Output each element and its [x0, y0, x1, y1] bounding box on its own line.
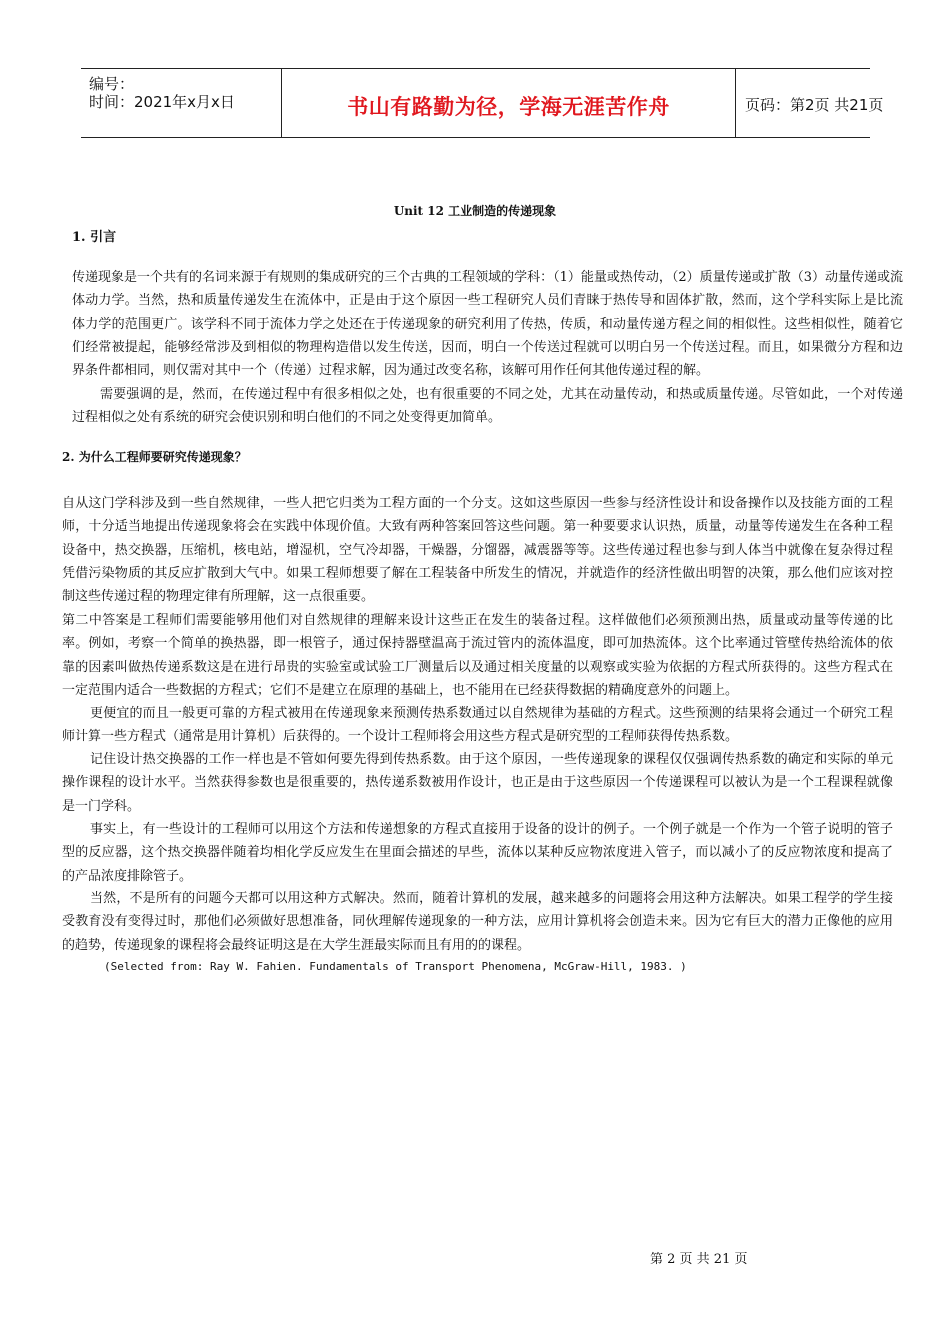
document-title: Unit 12 工业制造的传递现象: [393, 204, 557, 218]
header-info-cell: [81, 69, 282, 137]
date-label: 时间：2021年x月x日: [89, 93, 235, 111]
header-page-cell: [736, 69, 884, 137]
paragraph: 传递现象是一个共有的名词来源于有规则的集成研究的三个古典的工程领域的学科：（1）能量或热传动，（2）质量传递或扩散（3）动量传递或流体动力学。当然，热和质量传递发生在流体中，正是由于这个原因一些工程研究人员们青睐于热传导和固体扩散，然而，这个学科实际上是比流体力学的范围更广。该学科不同于流体力学之处还在于传递现象的研究利用了传热，传质，和动量传递方程之间的相似性。这些相似性，随着它们经常被提起，能够经常涉及到相似的物理构造借以发生传送，因而，明白一个传送过程就可以明白另一个传送过程。而且，如果微分方程和边界条件都相同，则仅需对其中一个（传递）过程求解，因为通过改变名称，该解可用作任何其他传递过程的解。: [72, 270, 903, 379]
source-citation: (Selected from: Ray W. Fahien. Fundamentals of Transport Phenomena, McGraw-Hill, 1983. ): [104, 960, 687, 973]
header-table: [81, 68, 884, 138]
paragraph: 当然，不是所有的问题今天都可以用这种方式解决。然而，随着计算机的发展，越来越多的问题将会用这种方法解决。如果工程学的学生接受教育没有变得过时，那他们必须做好思想准备，同伙理解传递现象的一种方法，应用计算机将会创造未来。因为它有巨大的潜力正像他的应用的趋势，传递现象的课程将会最终证明这是在大学生涯最实际而且有用的的课程。: [62, 891, 893, 953]
motto-text: 书山有路勤为径，学海无涯苦作舟: [347, 95, 670, 119]
paragraph: 需要强调的是，然而，在传递过程中有很多相似之处，也有很重要的不同之处，尤其在动量传动，和热或质量传递。尽管如此，一个对传递过程相似之处有系统的研究会使识别和明白他们的不同之处变得更加简单。: [72, 387, 903, 426]
header-page-number: 页码：第2页 共21页: [745, 96, 884, 114]
section-2-heading: 2. 为什么工程师要研究传递现象？: [62, 450, 247, 464]
paragraph: 事实上，有一些设计的工程师可以用这个方法和传递想象的方程式直接用于设备的设计的例子。一个例子就是一个作为一个管子说明的管子型的反应器，这个热交换器伴随着均相化学反应发生在里面会描述的早些，流体以某种反应物浓度进入管子，而以减小了的反应物浓度和提高了的产品浓度排除管子。: [62, 822, 893, 884]
paragraph: 第二中答案是工程师们需要能够用他们对自然规律的理解来设计这些正在发生的装备过程。这样做他们必须预测出热，质量或动量等传递的比率。例如，考察一个简单的换热器，即一根管子，通过保持器壁温高于流过管内的流体温度，即可加热流体。这个比率通过管壁传热给流体的依靠的因素叫做热传递系数这是在进行昂贵的实验室或试验工厂测量后以及通过相关度量的以观察或实验为依据的方程式所获得的。这些方程式在一定范围内适合一些数据的方程式；它们不是建立在原理的基础上，也不能用在已经获得数据的精确度意外的问题上。: [62, 613, 893, 698]
paragraph: 记住设计热交换器的工作一样也是不管如何要先得到传热系数。由于这个原因，一些传递现象的课程仅仅强调传热系数的确定和实际的单元操作课程的设计水平。当然获得参数也是很重要的，热传递系数被用作设计，也正是由于这些原因一个传递课程可以被认为是一个工程课程就像是一门学科。: [62, 752, 893, 814]
section-1-heading: 1. 引言: [72, 230, 117, 245]
paragraph: 自从这门学科涉及到一些自然规律，一些人把它归类为工程方面的一个分支。这如这些原因一些参与经济性设计和设备操作以及技能方面的工程师，十分适当地提出传递现象将会在实践中体现价值。大致有两种答案回答这些问题。第一种要要求认识热，质量，动量等传递发生在各种工程设备中，热交换器，压缩机，核电站，增湿机，空气冷却器，干燥器，分馏器，减震器等等。这些传递过程也参与到人体当中就像在复杂得过程凭借污染物质的其反应扩散到大气中。如果工程师想要了解在工程装备中所发生的情况，并就造作的经济性做出明智的决策，那么他们应该对控制这些传递过程的物理定律有所理解，这一点很重要。: [62, 496, 893, 605]
header-motto-cell: [282, 69, 736, 137]
paragraph: 更便宜的而且一般更可靠的方程式被用在传递现象来预测传热系数通过以自然规律为基础的方程式。这些预测的结果将会通过一个研究工程师计算一些方程式（通常是用计算机）后获得的。一个设计工程师将会用这些方程式是研究型的工程师获得传热系数。: [62, 706, 893, 745]
code-label: 编号：: [89, 75, 135, 93]
footer-page-number: 第 2 页 共 21 页: [650, 1252, 748, 1267]
